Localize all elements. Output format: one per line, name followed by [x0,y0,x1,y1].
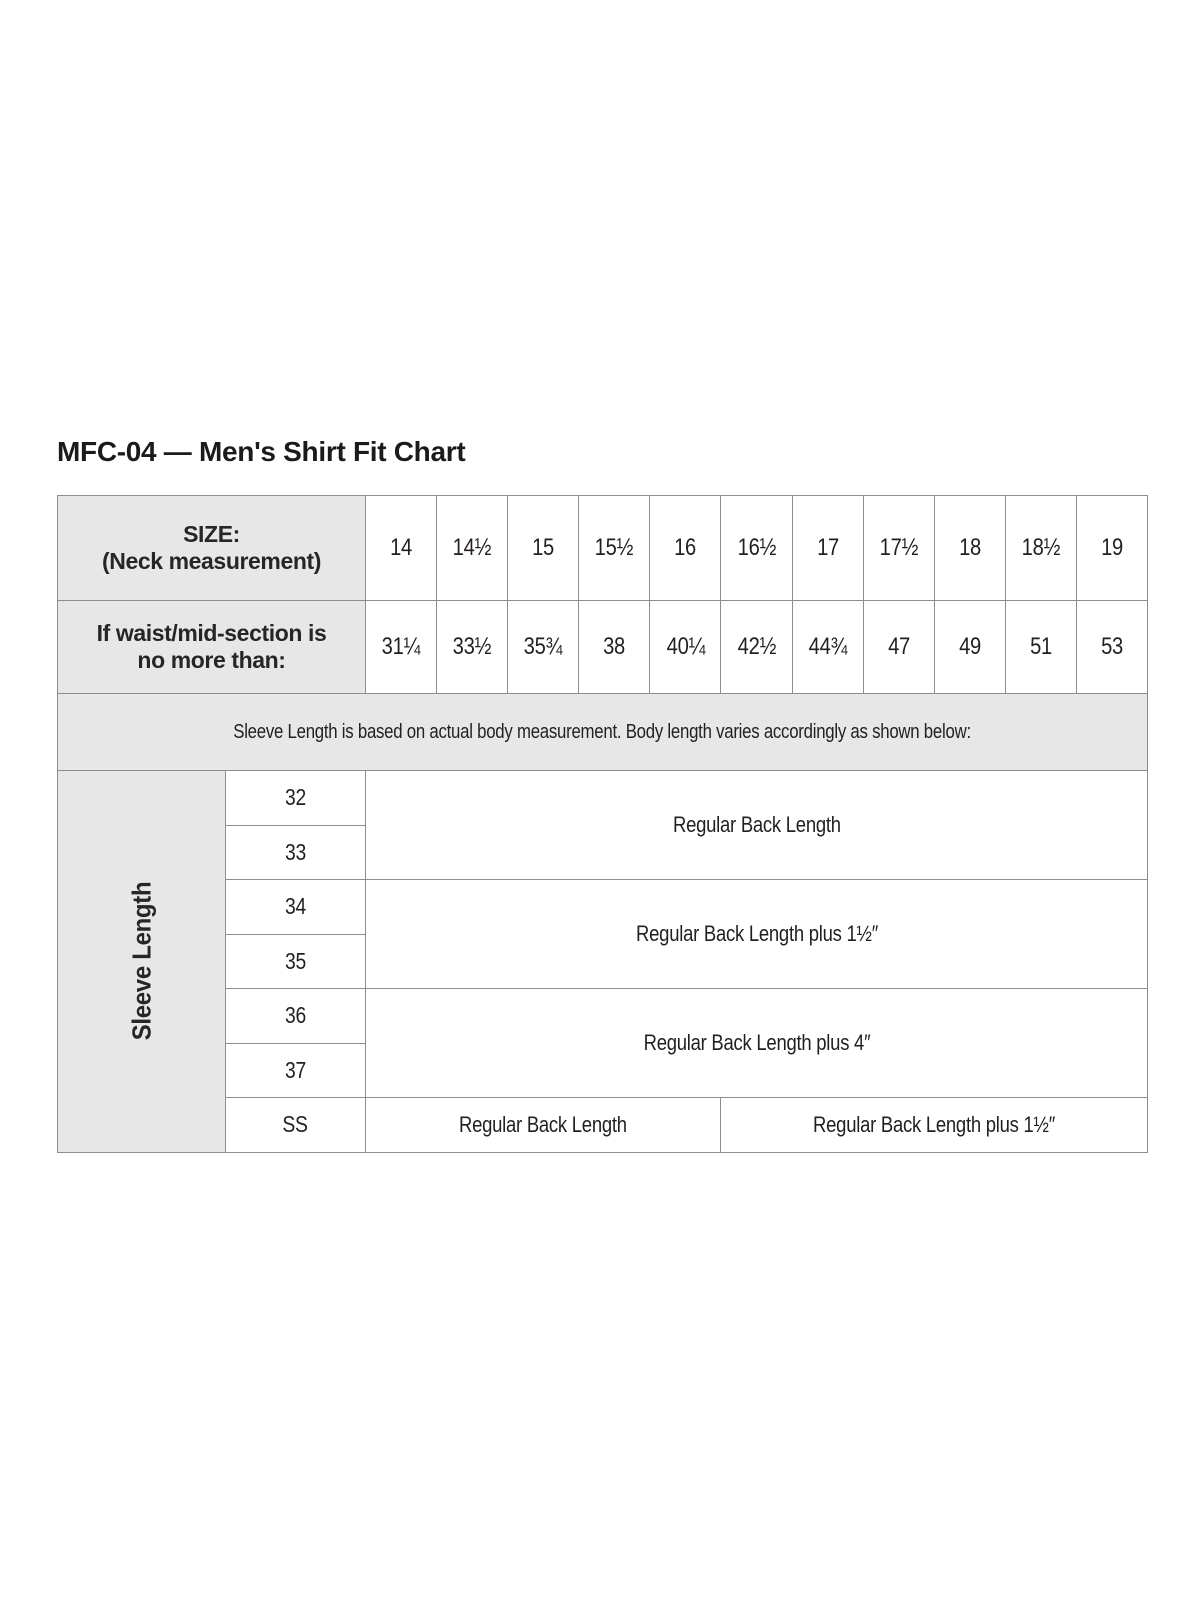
waist-header-line1: If waist/mid-section is [96,620,327,646]
waist-row [58,601,1148,694]
waist-value-4: 38 [579,601,650,694]
size-value-18: 18 [934,496,1005,601]
waist-value-1: 31¼ [366,601,437,694]
size-header-cell [58,496,366,601]
back-length-32-33-cell: Regular Back Length [366,771,1148,880]
sleeve-length-header-cell [58,771,226,1153]
size-value-19: 19 [1076,496,1147,601]
waist-value-2: 33½ [437,601,508,694]
size-value-15: 15 [508,496,579,601]
waist-value-7: 44¾ [792,601,863,694]
sleeve-value-33: 33 [226,825,366,880]
size-value-17half: 17½ [863,496,934,601]
fit-chart-table [57,495,1148,1153]
sleeve-value-37: 37 [226,1043,366,1098]
size-row [58,496,1148,601]
note-cell [58,694,1148,771]
waist-value-11: 53 [1076,601,1147,694]
sleeve-value-35: 35 [226,934,366,989]
waist-value-3: 35¾ [508,601,579,694]
sleeve-value-36: 36 [226,989,366,1044]
sleeve-length-label: Sleeve Length [126,881,156,1041]
waist-value-8: 47 [863,601,934,694]
sleeve-row-32 [58,771,1148,826]
size-value-16: 16 [650,496,721,601]
size-value-18half: 18½ [1005,496,1076,601]
size-value-15half: 15½ [579,496,650,601]
waist-value-10: 51 [1005,601,1076,694]
waist-header-cell [58,601,366,694]
note-text: Sleeve Length is based on actual body measurement. Body length varies accordingly as shown below: [233,720,972,743]
note-row [58,694,1148,771]
waist-value-5: 40¼ [650,601,721,694]
size-value-14half: 14½ [437,496,508,601]
ss-back-length-right-cell: Regular Back Length plus 1½″ [721,1098,1148,1153]
size-value-17: 17 [792,496,863,601]
page-title: MFC-04 — Men's Shirt Fit Chart [57,436,466,467]
size-header-line2: (Neck measurement) [101,548,322,574]
size-header-line1: SIZE: [183,521,240,547]
size-value-14: 14 [366,496,437,601]
sleeve-value-34: 34 [226,880,366,935]
sleeve-value-ss: SS [226,1098,366,1153]
sleeve-value-32: 32 [226,771,366,826]
back-length-36-37-cell: Regular Back Length plus 4″ [366,989,1148,1098]
ss-back-length-left-cell: Regular Back Length [366,1098,721,1153]
waist-header-line2: no more than: [137,647,286,673]
size-value-16half: 16½ [721,496,792,601]
waist-value-6: 42½ [721,601,792,694]
back-length-34-35-cell: Regular Back Length plus 1½″ [366,880,1148,989]
waist-value-9: 49 [934,601,1005,694]
